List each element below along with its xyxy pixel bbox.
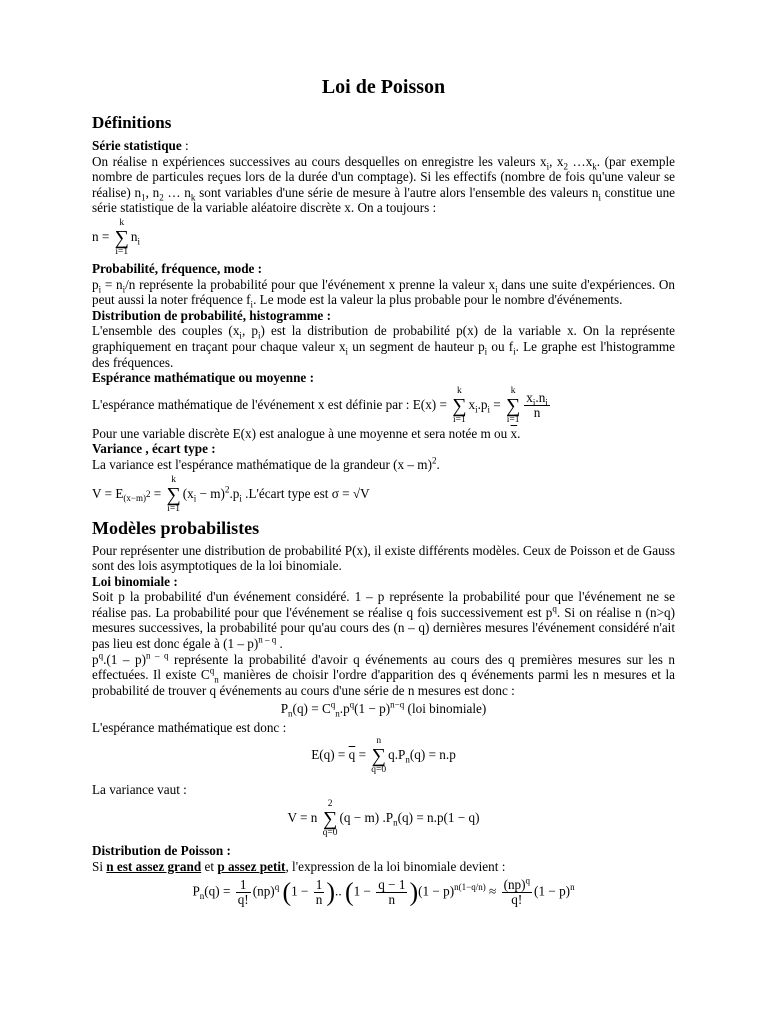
text-span: sont variables d'une série de mesure à l'autre alors l'ensemble des valeurs n [195, 184, 599, 200]
subscript: i [513, 346, 516, 357]
subscript: i [239, 493, 242, 504]
text-span: p [92, 651, 99, 667]
formula-text: .P [379, 810, 394, 826]
formula-text: (q) = n.p [409, 746, 456, 762]
formula-text: L'espérance mathématique de l'événement x est définie par : E(x) = [92, 396, 447, 412]
text-span: L'ensemble des couples (x [92, 323, 240, 339]
sum-symbol [115, 218, 129, 258]
formula-variance [92, 475, 675, 515]
underlined-text: n est assez grand [106, 858, 202, 874]
subscript: i [122, 284, 126, 295]
subscript: i [98, 284, 102, 295]
formula-esperance [92, 386, 675, 426]
sum-symbol [452, 386, 466, 426]
formula-text: (x [182, 485, 194, 501]
fraction [502, 878, 532, 907]
formula-text: 1 − [353, 883, 371, 899]
text-span: ) est la distribution de probabilité p(x) de la variable x. On la représente graphiquement en traçant pour chaque valeur x [92, 323, 675, 354]
formula-text: .p [477, 396, 488, 412]
formula-label: (loi binomiale) [404, 701, 487, 717]
text-span: , l'expression de la loi binomiale devient : [285, 858, 506, 874]
paragraph-models-intro: Pour représenter une distribution de probabilité P(x), il existe différents modèles. Ceux de Poisson et de Gauss sont des lois asymptotiques de la loi binomiale. [92, 542, 675, 574]
superscript: n – q [146, 650, 169, 661]
fraction-denominator: n [315, 892, 323, 908]
subscript: i [545, 397, 548, 408]
formula-text: .n [535, 390, 546, 406]
subheading-serie-title: Série statistique [92, 138, 182, 153]
text-span: un segment de hauteur p [348, 338, 485, 354]
subscript: (x−m) [123, 493, 146, 504]
paragraph-esperance-binom: L'espérance mathématique est donc : [92, 720, 287, 736]
formula-text: n [130, 229, 138, 244]
q-bar: $\overline{q}$ [348, 746, 356, 762]
text-span: . (par exemple nombre de particules reçues lors de la durée d'un comptage). Si les effectifs (nombre de fois qu'une valeur se réalise) n [92, 153, 675, 200]
superscript: q [330, 700, 336, 711]
sum-lower: i=1 [167, 503, 180, 514]
text-span: , p [241, 323, 258, 339]
text-span: Soit p la probabilité d'un événement considéré. 1 – p représente la probabilité pour que l'événement ne se réalise pas. La probabilité pour que l'événement se réalise q fois successivement est p [92, 589, 675, 620]
subheading-esperance: Espérance mathématique ou moyenne : [92, 370, 314, 386]
subheading-poisson: Distribution de Poisson : [92, 843, 231, 859]
formula-text: n = [92, 229, 110, 244]
superscript: n(1−q/n) [454, 882, 486, 893]
sigma-glyph: ∑ [452, 394, 467, 417]
text-span: Pour une variable discrète E(x) est analogue à une moyenne et sera notée m ou [92, 425, 511, 441]
sum-lower: i=1 [115, 246, 129, 257]
document-content [92, 74, 675, 910]
superscript: 2 [145, 489, 151, 500]
subheading-binomiale: Loi binomiale : [92, 573, 178, 589]
subscript: i [257, 330, 261, 341]
sum-symbol [506, 386, 520, 426]
page-title: Loi de Poisson [321, 76, 446, 98]
formula-text: (np) [503, 877, 526, 893]
paragraph-probabilite [92, 277, 675, 308]
formula-sum-n [92, 218, 675, 258]
text-span: représente la probabilité d'avoir q événements au cours des q premières mesures sur les n effectuées. Il existe [92, 651, 676, 683]
subscript: i [532, 397, 536, 408]
subscript: i [137, 236, 140, 247]
formula-text: P [192, 883, 200, 899]
sum-upper: k [510, 385, 516, 396]
superscript: 2 [431, 455, 437, 466]
subscript: i [193, 493, 197, 504]
formula-text: ≈ [485, 883, 500, 899]
paren-glyph: ) [326, 878, 336, 908]
subscript: i [250, 299, 254, 310]
superscript: n [570, 882, 575, 893]
x-bar: $\overline{x}$ [510, 425, 518, 441]
subscript: i [345, 346, 349, 357]
superscript: q [552, 603, 557, 614]
fraction-numerator: 1 [236, 878, 251, 893]
text-span: . [436, 456, 440, 472]
sum-upper: k [119, 217, 125, 228]
sum-symbol [166, 475, 180, 515]
subscript: i [495, 284, 498, 295]
fraction [314, 878, 325, 907]
paragraph-binomiale [92, 589, 675, 698]
sigma-glyph: ∑ [506, 394, 521, 417]
superscript: q [98, 650, 104, 661]
text-span: constitue une série statistique de la variable aléatoire discrète x. On a toujours : [92, 184, 676, 216]
formula-text: − m) [196, 485, 225, 501]
paragraph-poisson [92, 859, 675, 875]
fraction-denominator: q! [237, 892, 249, 908]
subheading-serie [92, 138, 675, 154]
sum-symbol [323, 799, 338, 839]
formula-text: (q) = C [292, 701, 331, 717]
subscript: i [475, 404, 478, 415]
fraction-numerator: q − 1 [378, 877, 406, 893]
sum-lower: i=1 [452, 414, 466, 425]
subscript: k [190, 192, 196, 203]
subheading-variance: Variance , écart type : [92, 441, 216, 457]
text-span: …x [568, 153, 593, 169]
subscript: i [546, 161, 550, 172]
superscript: q [274, 882, 280, 893]
subscript: 2 [563, 161, 569, 172]
text-span: = n [101, 276, 123, 292]
text-span: La variance est l'espérance mathématique de la grandeur (x – m) [92, 456, 432, 472]
formula-text: (1 − p) [418, 883, 455, 899]
sum-upper: k [171, 474, 176, 485]
formula-binomiale [92, 700, 675, 720]
formula-text: x [526, 390, 533, 406]
text-span: p [92, 276, 99, 292]
fraction-denominator: n [388, 892, 396, 908]
fraction-numerator [502, 878, 532, 893]
subscript: n [335, 709, 340, 720]
subscript: i [239, 330, 242, 341]
formula-text: .p [229, 485, 240, 501]
superscript: 2 [224, 484, 230, 495]
formula-text: .p [339, 701, 350, 717]
superscript: n−q [390, 700, 405, 711]
text-span: … n [163, 184, 191, 200]
formula-text: q.P [388, 746, 406, 762]
formula-text: .L'écart type est σ = √V [241, 485, 370, 501]
superscript: q [525, 876, 531, 887]
subscript: k [592, 161, 597, 172]
formula-poisson [92, 878, 675, 907]
formula-esperance-binom [92, 736, 675, 776]
paren-glyph: ) [409, 878, 419, 908]
paragraph-distribution [92, 323, 675, 370]
subscript: i [598, 192, 601, 203]
text-span: .(1 – p) [103, 651, 147, 667]
formula-text: E(q) = [311, 746, 349, 762]
sum-upper: k [456, 385, 462, 396]
paragraph-variance [92, 457, 675, 473]
fraction-numerator: 1 [315, 877, 323, 893]
paragraph-variance-binom: La variance vaut : [92, 781, 187, 797]
sigma-glyph: ∑ [166, 483, 181, 506]
subscript: n [214, 674, 219, 685]
formula-text: P [280, 701, 289, 717]
section-heading-definitions: Définitions [92, 113, 172, 132]
subscript: i [487, 404, 490, 415]
fraction-denominator: q! [511, 892, 523, 908]
subscript: n [405, 754, 410, 765]
text-span: et [201, 858, 218, 874]
superscript: q [349, 700, 355, 711]
text-span: On réalise n expériences successives au cours desquelles on enregistre les valeurs x [92, 153, 547, 169]
subscript: i [484, 346, 488, 357]
superscript: q [209, 665, 215, 676]
formula-text: (q − m) [339, 810, 380, 826]
subscript: n [288, 709, 293, 720]
formula-text: V = n [287, 810, 318, 826]
text-span: . Si on réalise n (n>q) mesures successives, la probabilité pour qu'au cours des (n – q) dernières mesures l'événement considéré n'ait pas lieu est donc égale à (1 – p) [92, 604, 675, 652]
formula-variance-binom [92, 799, 675, 839]
sum-upper: n [376, 735, 382, 746]
subheading-distribution: Distribution de probabilité, histogramme : [92, 307, 331, 323]
sum-lower: i=1 [506, 414, 520, 425]
formula-text: (1 − p) [354, 701, 391, 717]
formula-text: 1 − [291, 883, 309, 899]
subheading-probabilite: Probabilité, fréquence, mode : [92, 260, 263, 276]
sum-upper: 2 [327, 799, 333, 810]
subscript: n [199, 891, 205, 902]
text-span: . [517, 425, 521, 441]
superscript: n – q [258, 634, 277, 645]
subscript: n [393, 817, 398, 828]
fraction [236, 878, 251, 907]
subheading-serie-colon: : [181, 138, 189, 153]
text-span: , n [145, 184, 160, 200]
formula-text: = [355, 746, 366, 762]
formula-text: .. [335, 883, 345, 899]
formula-text: (q) = n.p(1 − q) [397, 810, 480, 826]
underlined-text: p assez petit [217, 858, 286, 874]
text-span: /n représente la probabilité pour que l'événement x prenne la valeur x [125, 276, 496, 292]
text-span: ou f [487, 338, 514, 354]
sum-lower: q=0 [371, 764, 387, 775]
fraction [376, 878, 407, 907]
fraction-numerator [524, 391, 550, 406]
sum-lower: q=0 [322, 828, 338, 839]
formula-text: (q) = [204, 883, 231, 899]
text-span: Si [92, 858, 107, 874]
text-span: . Le mode est la valeur la plus probable pour le nombre d'événements. [253, 292, 623, 308]
formula-text: (np) [252, 883, 275, 899]
subscript: 1 [141, 192, 146, 203]
formula-text: = [150, 485, 162, 501]
formula-text: x [468, 396, 476, 412]
paragraph-serie [92, 154, 675, 216]
sum-symbol [371, 736, 386, 776]
formula-text: V = E [92, 485, 124, 501]
sigma-glyph: ∑ [322, 808, 338, 831]
subscript: 2 [159, 192, 164, 203]
formula-text: = [493, 396, 501, 412]
text-span: dans une suite d'expériences. On peut aussi la noter fréquence f [92, 276, 675, 308]
formula-text: (1 − p) [534, 883, 571, 899]
fraction [524, 391, 550, 420]
fraction-denominator: n [533, 405, 541, 421]
section-heading-models: Modèles probabilistes [92, 517, 260, 538]
text-span: , x [549, 153, 564, 169]
sigma-glyph: ∑ [114, 226, 129, 249]
formula-text: C [200, 667, 210, 683]
paragraph-esperance-note [92, 426, 675, 442]
paren-glyph: ( [344, 878, 354, 908]
paren-glyph: ( [282, 878, 292, 908]
text-span: . Le graphe est l'histogramme des fréquences. [92, 338, 675, 370]
text-span: manières de choisir l'ordre d'apparition des q événements parmi les n mesures et la probabilité de trouver q événements au cours d'une série de n mesures est donc : [92, 667, 675, 698]
text-span: . [276, 636, 283, 652]
sigma-glyph: ∑ [371, 744, 386, 767]
